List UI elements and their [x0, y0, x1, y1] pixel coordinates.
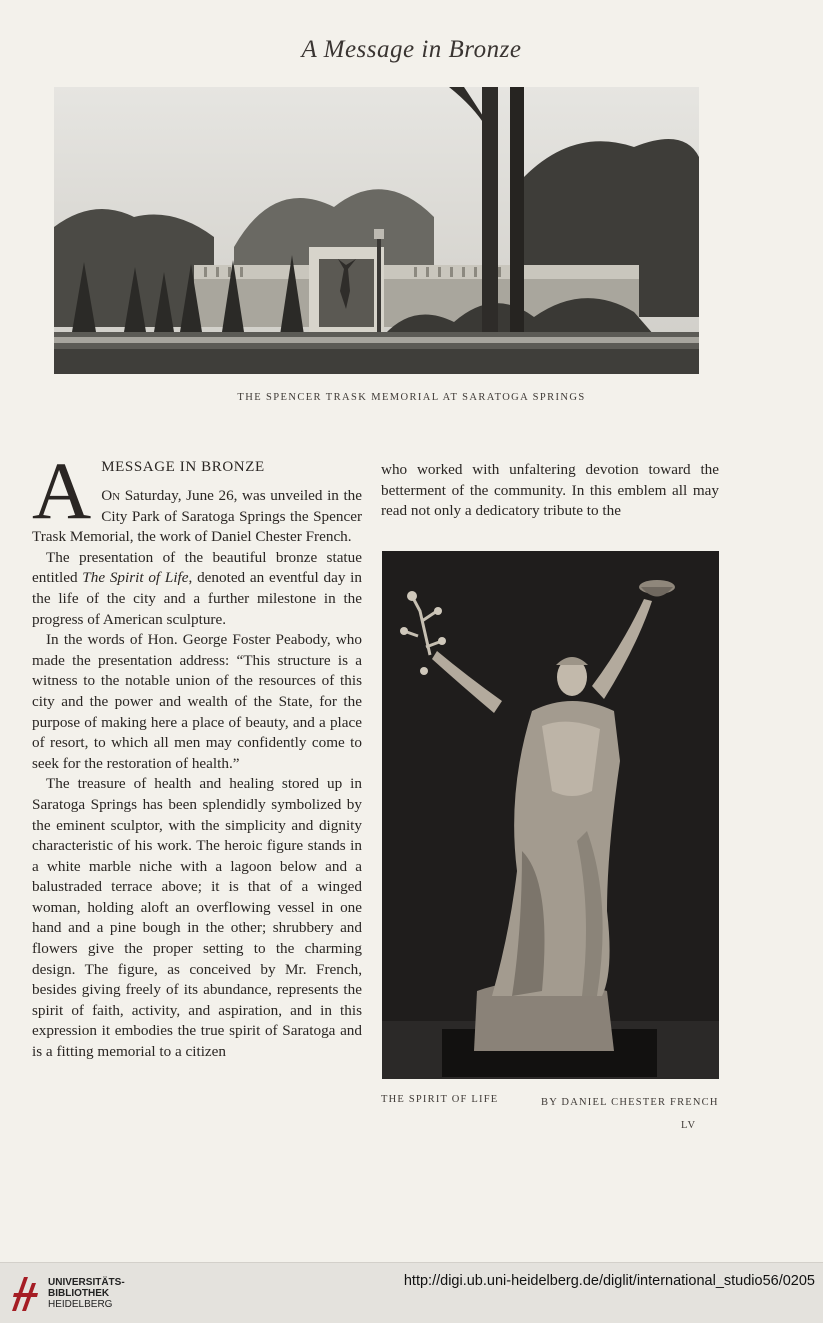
page-folio: LV — [681, 1120, 697, 1131]
memorial-photograph — [54, 87, 699, 374]
paragraph-2 — [32, 548, 362, 630]
article-heading: MESSAGE IN BRONZE — [101, 459, 265, 475]
library-name-line-3: HEIDELBERG — [48, 1299, 113, 1310]
statue-title: The Spirit of Life — [82, 569, 189, 587]
paragraph-continued: who worked with unfaltering devotion toward the betterment of the community. In this emblem all may read not only a dedicatory tribute to the — [381, 461, 719, 520]
paragraph-4: The treasure of health and healing stored up in Saratoga Springs has been splendidly symbolized by the eminent sculptor, with the simplicity and dignity characteristic of his work. The heroic figure stands in a white marble niche with a lagoon below and a balustraded terrace above; it is that of a winged woman, holding aloft an overflowing vessel in one hand and a pine bough in the other; shrubbery and flowers give the proper setting to the charming design. The figure, as conceived by Mr. French, besides giving freely of its abundance, represents the spirit of faith, activity, and aspiration, and in this expression it embodies the true spirit of Saratoga and is a fitting memorial to a citizen — [32, 775, 362, 1061]
article-left-column — [32, 445, 362, 1063]
paragraph-2-after: , denoted an eventful day in the life of the city and a further milestone in the progress of American sculpture. — [32, 569, 362, 628]
article-right-column — [381, 460, 719, 522]
statue-photo-drawing — [382, 551, 719, 1079]
memorial-photo-drawing — [54, 87, 699, 374]
library-logo-icon — [10, 1273, 40, 1313]
library-name — [48, 1277, 125, 1310]
paragraph-2-before: The presentation of the beautiful bronze statue entitled — [32, 548, 362, 587]
memorial-photo-caption: THE SPENCER TRASK MEMORIAL AT SARATOGA SPRINGS — [237, 392, 586, 403]
paragraph-1-lead: On — [101, 487, 121, 504]
statue-caption-artist: BY DANIEL CHESTER FRENCH — [541, 1097, 719, 1108]
library-name-line-2: BIBLIOTHEK — [48, 1288, 110, 1299]
drop-cap: A — [32, 445, 92, 536]
paragraph-3: In the words of Hon. George Foster Peabody, who made the presentation address: “This structure is a witness to the notable union of the resources of this city and the power and wealth of the State, for the purpose of making here a place of beauty, and a place of resort, to which all men may confidently come to seek for the restoration of health.” — [32, 631, 362, 772]
library-name-line-1: UNIVERSITÄTS- — [48, 1277, 125, 1288]
permalink-url[interactable]: http://digi.ub.uni-heidelberg.de/diglit/international_studio56/0205 — [403, 1273, 815, 1289]
statue-caption-title: THE SPIRIT OF LIFE — [381, 1094, 499, 1105]
viewer-footer — [0, 1262, 823, 1323]
running-head: A Message in Bronze — [301, 36, 522, 63]
paragraph-1-text: Saturday, June 26, was unveiled in the City Park of Saratoga Springs the Spencer Trask Memorial, the work of Daniel Chester French. — [32, 487, 362, 546]
statue-photograph — [382, 551, 719, 1079]
